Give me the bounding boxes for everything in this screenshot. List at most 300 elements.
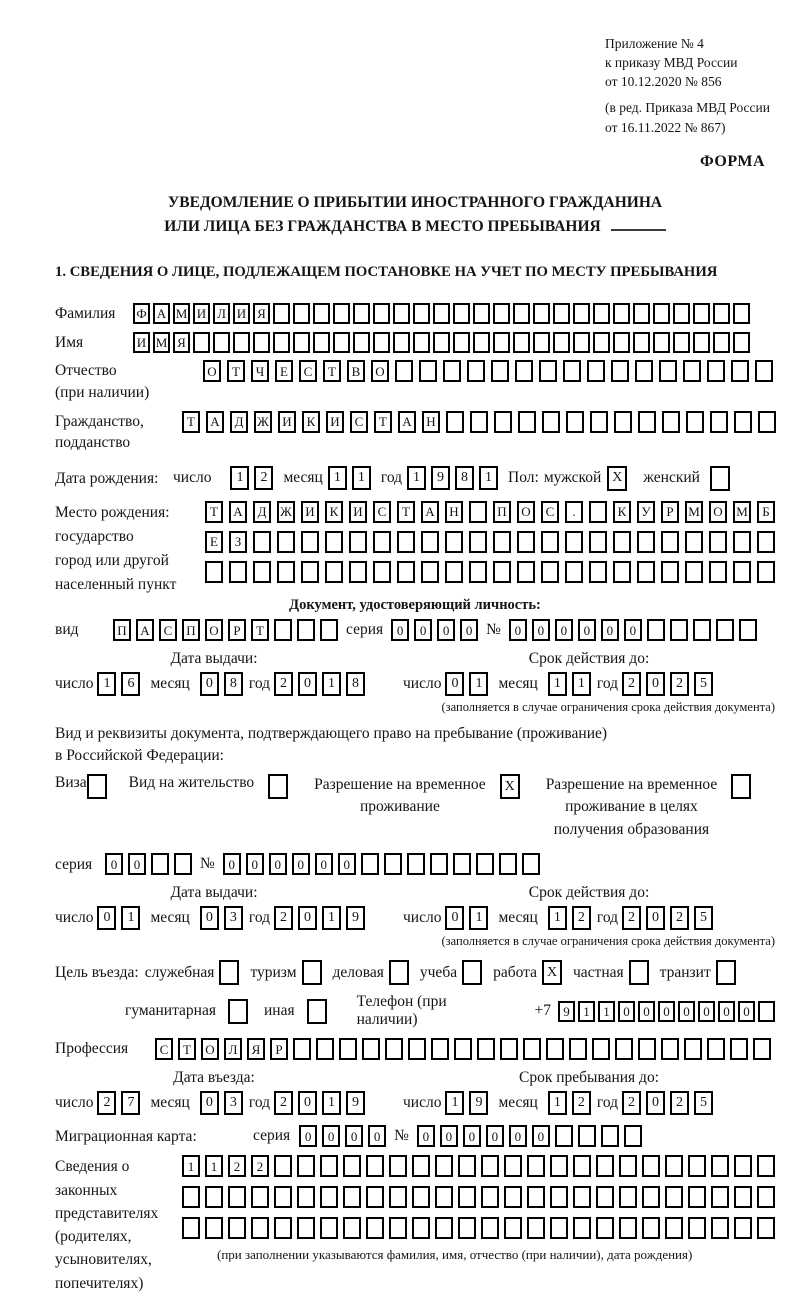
form-cell[interactable] <box>638 1038 656 1060</box>
form-cell[interactable] <box>619 1155 637 1177</box>
form-cell[interactable]: 0 <box>440 1125 458 1147</box>
form-cell[interactable]: 0 <box>509 619 527 641</box>
form-cell[interactable]: 1 <box>205 1155 223 1177</box>
form-cell[interactable]: 0 <box>601 619 619 641</box>
form-cell[interactable] <box>757 1186 775 1208</box>
form-cell[interactable] <box>366 1186 384 1208</box>
form-cell[interactable]: В <box>347 360 365 382</box>
form-cell[interactable]: Ч <box>251 360 269 382</box>
form-cell[interactable]: 9 <box>346 906 365 930</box>
form-cell[interactable] <box>713 332 730 353</box>
form-cell[interactable]: 2 <box>622 672 641 696</box>
form-cell[interactable] <box>615 1038 633 1060</box>
form-cell[interactable] <box>493 303 510 324</box>
purpose-tourism-checkbox[interactable] <box>302 960 322 985</box>
form-cell[interactable] <box>670 619 688 641</box>
form-cell[interactable] <box>493 531 511 553</box>
form-cell[interactable]: 1 <box>328 466 347 490</box>
form-cell[interactable]: 0 <box>658 1001 675 1022</box>
form-cell[interactable]: 1 <box>578 1001 595 1022</box>
form-cell[interactable] <box>435 1217 453 1239</box>
form-cell[interactable] <box>665 1155 683 1177</box>
form-cell[interactable] <box>253 332 270 353</box>
form-cell[interactable] <box>343 1186 361 1208</box>
form-cell[interactable]: Л <box>224 1038 242 1060</box>
form-cell[interactable]: 2 <box>622 906 641 930</box>
form-cell[interactable] <box>730 1038 748 1060</box>
form-cell[interactable] <box>757 1155 775 1177</box>
form-cell[interactable] <box>596 1217 614 1239</box>
form-cell[interactable] <box>757 531 775 553</box>
form-cell[interactable]: 0 <box>200 906 219 930</box>
purpose-study-checkbox[interactable] <box>462 960 482 985</box>
form-cell[interactable] <box>445 531 463 553</box>
form-cell[interactable] <box>709 531 727 553</box>
form-cell[interactable]: 6 <box>121 672 140 696</box>
form-cell[interactable]: 0 <box>463 1125 481 1147</box>
form-cell[interactable]: 0 <box>322 1125 340 1147</box>
form-cell[interactable]: 0 <box>578 619 596 641</box>
form-cell[interactable]: 5 <box>694 906 713 930</box>
form-cell[interactable] <box>362 1038 380 1060</box>
form-cell[interactable]: Т <box>178 1038 196 1060</box>
form-cell[interactable] <box>527 1217 545 1239</box>
form-cell[interactable] <box>393 303 410 324</box>
form-cell[interactable] <box>573 1186 591 1208</box>
form-cell[interactable]: З <box>229 531 247 553</box>
form-cell[interactable] <box>578 1125 596 1147</box>
form-cell[interactable]: 0 <box>738 1001 755 1022</box>
form-cell[interactable] <box>589 501 607 523</box>
form-cell[interactable]: 8 <box>224 672 243 696</box>
form-cell[interactable]: 2 <box>572 906 591 930</box>
form-cell[interactable] <box>573 332 590 353</box>
form-cell[interactable] <box>205 561 223 583</box>
form-cell[interactable] <box>297 1217 315 1239</box>
form-cell[interactable]: Ж <box>277 501 295 523</box>
form-cell[interactable] <box>373 303 390 324</box>
form-cell[interactable] <box>273 303 290 324</box>
form-cell[interactable] <box>253 561 271 583</box>
form-cell[interactable]: 1 <box>97 672 116 696</box>
form-cell[interactable] <box>757 1217 775 1239</box>
form-cell[interactable] <box>413 303 430 324</box>
form-cell[interactable]: 0 <box>624 619 642 641</box>
form-cell[interactable]: Н <box>422 411 440 433</box>
form-cell[interactable] <box>419 360 437 382</box>
form-cell[interactable]: М <box>685 501 703 523</box>
form-cell[interactable]: 1 <box>121 906 140 930</box>
form-cell[interactable]: Т <box>182 411 200 433</box>
form-cell[interactable]: 0 <box>417 1125 435 1147</box>
form-cell[interactable] <box>320 1155 338 1177</box>
form-cell[interactable]: 0 <box>298 906 317 930</box>
form-cell[interactable]: 3 <box>224 1091 243 1115</box>
form-cell[interactable] <box>573 1217 591 1239</box>
form-cell[interactable]: И <box>193 303 210 324</box>
form-cell[interactable] <box>446 411 464 433</box>
form-cell[interactable] <box>476 853 494 875</box>
form-cell[interactable] <box>454 1038 472 1060</box>
form-cell[interactable] <box>711 1186 729 1208</box>
form-cell[interactable]: С <box>541 501 559 523</box>
form-cell[interactable] <box>320 1186 338 1208</box>
form-cell[interactable]: А <box>206 411 224 433</box>
form-cell[interactable] <box>453 303 470 324</box>
form-cell[interactable]: 0 <box>200 672 219 696</box>
form-cell[interactable]: И <box>133 332 150 353</box>
form-cell[interactable] <box>566 411 584 433</box>
form-cell[interactable] <box>373 561 391 583</box>
form-cell[interactable]: 0 <box>269 853 287 875</box>
form-cell[interactable]: М <box>153 332 170 353</box>
form-cell[interactable] <box>592 1038 610 1060</box>
form-cell[interactable]: 0 <box>298 1091 317 1115</box>
form-cell[interactable] <box>614 411 632 433</box>
form-cell[interactable] <box>573 1155 591 1177</box>
form-cell[interactable] <box>500 1038 518 1060</box>
form-cell[interactable] <box>633 303 650 324</box>
form-cell[interactable] <box>659 360 677 382</box>
form-cell[interactable] <box>638 411 656 433</box>
form-cell[interactable] <box>539 360 557 382</box>
visa-checkbox[interactable] <box>87 774 107 799</box>
form-cell[interactable]: 1 <box>469 672 488 696</box>
form-cell[interactable] <box>707 360 725 382</box>
form-cell[interactable] <box>555 1125 573 1147</box>
purpose-business-checkbox[interactable] <box>389 960 409 985</box>
form-cell[interactable] <box>685 561 703 583</box>
form-cell[interactable]: 0 <box>698 1001 715 1022</box>
form-cell[interactable] <box>527 1186 545 1208</box>
form-cell[interactable]: Т <box>227 360 245 382</box>
form-cell[interactable]: Я <box>173 332 190 353</box>
form-cell[interactable] <box>373 531 391 553</box>
form-cell[interactable] <box>481 1155 499 1177</box>
form-cell[interactable] <box>301 531 319 553</box>
form-cell[interactable]: 9 <box>558 1001 575 1022</box>
form-cell[interactable]: Р <box>270 1038 288 1060</box>
form-cell[interactable]: 0 <box>223 853 241 875</box>
form-cell[interactable] <box>274 1217 292 1239</box>
purpose-private-checkbox[interactable] <box>629 960 649 985</box>
form-cell[interactable]: О <box>203 360 221 382</box>
form-cell[interactable] <box>297 1155 315 1177</box>
form-cell[interactable]: 0 <box>678 1001 695 1022</box>
form-cell[interactable]: Ж <box>254 411 272 433</box>
form-cell[interactable]: 0 <box>555 619 573 641</box>
form-cell[interactable] <box>642 1186 660 1208</box>
form-cell[interactable] <box>693 619 711 641</box>
form-cell[interactable]: 1 <box>469 906 488 930</box>
form-cell[interactable] <box>665 1186 683 1208</box>
form-cell[interactable] <box>277 531 295 553</box>
purpose-humanitarian-checkbox[interactable] <box>228 999 248 1024</box>
form-cell[interactable] <box>433 332 450 353</box>
form-cell[interactable]: К <box>325 501 343 523</box>
form-cell[interactable] <box>313 332 330 353</box>
form-cell[interactable]: 2 <box>274 1091 293 1115</box>
form-cell[interactable] <box>458 1155 476 1177</box>
form-cell[interactable] <box>481 1217 499 1239</box>
form-cell[interactable]: Я <box>253 303 270 324</box>
form-cell[interactable]: Т <box>251 619 269 641</box>
form-cell[interactable] <box>413 332 430 353</box>
form-cell[interactable] <box>709 561 727 583</box>
form-cell[interactable] <box>182 1217 200 1239</box>
form-cell[interactable] <box>458 1186 476 1208</box>
form-cell[interactable]: А <box>398 411 416 433</box>
form-cell[interactable] <box>684 1038 702 1060</box>
form-cell[interactable] <box>517 531 535 553</box>
form-cell[interactable]: 2 <box>254 466 273 490</box>
form-cell[interactable] <box>710 411 728 433</box>
form-cell[interactable]: 0 <box>460 619 478 641</box>
form-cell[interactable] <box>205 1217 223 1239</box>
form-cell[interactable]: 5 <box>694 672 713 696</box>
form-cell[interactable] <box>734 1217 752 1239</box>
form-cell[interactable] <box>739 619 757 641</box>
form-cell[interactable]: 2 <box>622 1091 641 1115</box>
form-cell[interactable] <box>499 853 517 875</box>
form-cell[interactable]: 0 <box>437 619 455 641</box>
form-cell[interactable] <box>731 360 749 382</box>
form-cell[interactable] <box>513 332 530 353</box>
form-cell[interactable] <box>504 1217 522 1239</box>
form-cell[interactable]: 0 <box>368 1125 386 1147</box>
form-cell[interactable] <box>553 303 570 324</box>
form-cell[interactable] <box>533 303 550 324</box>
form-cell[interactable] <box>596 1155 614 1177</box>
form-cell[interactable] <box>661 531 679 553</box>
form-cell[interactable] <box>613 561 631 583</box>
form-cell[interactable] <box>481 1186 499 1208</box>
form-cell[interactable] <box>433 303 450 324</box>
form-cell[interactable] <box>522 853 540 875</box>
form-cell[interactable]: С <box>350 411 368 433</box>
form-cell[interactable] <box>213 332 230 353</box>
form-cell[interactable] <box>274 1155 292 1177</box>
form-cell[interactable] <box>431 1038 449 1060</box>
form-cell[interactable] <box>613 332 630 353</box>
form-cell[interactable] <box>593 332 610 353</box>
form-cell[interactable] <box>733 303 750 324</box>
form-cell[interactable] <box>395 360 413 382</box>
form-cell[interactable] <box>174 853 192 875</box>
form-cell[interactable] <box>589 531 607 553</box>
form-cell[interactable] <box>458 1217 476 1239</box>
form-cell[interactable] <box>491 360 509 382</box>
form-cell[interactable] <box>316 1038 334 1060</box>
form-cell[interactable]: С <box>159 619 177 641</box>
form-cell[interactable]: М <box>173 303 190 324</box>
form-cell[interactable]: П <box>493 501 511 523</box>
form-cell[interactable]: 1 <box>479 466 498 490</box>
form-cell[interactable] <box>353 303 370 324</box>
form-cell[interactable] <box>619 1217 637 1239</box>
form-cell[interactable] <box>343 1217 361 1239</box>
form-cell[interactable] <box>685 531 703 553</box>
form-cell[interactable]: С <box>299 360 317 382</box>
form-cell[interactable]: 2 <box>572 1091 591 1115</box>
form-cell[interactable] <box>493 332 510 353</box>
form-cell[interactable] <box>504 1155 522 1177</box>
form-cell[interactable] <box>563 360 581 382</box>
residence-permit-checkbox[interactable] <box>268 774 288 799</box>
form-cell[interactable]: 0 <box>638 1001 655 1022</box>
form-cell[interactable] <box>569 1038 587 1060</box>
temp-residence-checkbox[interactable]: X <box>500 774 520 799</box>
form-cell[interactable] <box>662 411 680 433</box>
form-cell[interactable] <box>361 853 379 875</box>
purpose-official-checkbox[interactable] <box>219 960 239 985</box>
form-cell[interactable] <box>297 1186 315 1208</box>
form-cell[interactable]: Д <box>230 411 248 433</box>
form-cell[interactable] <box>533 332 550 353</box>
form-cell[interactable]: О <box>371 360 389 382</box>
form-cell[interactable] <box>397 531 415 553</box>
form-cell[interactable] <box>333 303 350 324</box>
form-cell[interactable] <box>228 1186 246 1208</box>
form-cell[interactable]: О <box>201 1038 219 1060</box>
form-cell[interactable] <box>293 332 310 353</box>
form-cell[interactable] <box>637 561 655 583</box>
form-cell[interactable] <box>313 303 330 324</box>
form-cell[interactable] <box>384 853 402 875</box>
form-cell[interactable] <box>421 561 439 583</box>
form-cell[interactable]: И <box>278 411 296 433</box>
form-cell[interactable] <box>353 332 370 353</box>
form-cell[interactable]: 0 <box>128 853 146 875</box>
form-cell[interactable] <box>182 1186 200 1208</box>
form-cell[interactable] <box>251 1217 269 1239</box>
form-cell[interactable] <box>477 1038 495 1060</box>
form-cell[interactable] <box>734 411 752 433</box>
form-cell[interactable]: 0 <box>646 1091 665 1115</box>
form-cell[interactable] <box>253 531 271 553</box>
form-cell[interactable] <box>366 1155 384 1177</box>
form-cell[interactable] <box>673 332 690 353</box>
form-cell[interactable] <box>642 1155 660 1177</box>
form-cell[interactable] <box>550 1217 568 1239</box>
form-cell[interactable] <box>469 501 487 523</box>
form-cell[interactable]: О <box>517 501 535 523</box>
form-cell[interactable]: А <box>136 619 154 641</box>
form-cell[interactable] <box>573 303 590 324</box>
form-cell[interactable] <box>647 619 665 641</box>
form-cell[interactable] <box>293 1038 311 1060</box>
form-cell[interactable] <box>590 411 608 433</box>
form-cell[interactable]: 2 <box>251 1155 269 1177</box>
form-cell[interactable] <box>613 303 630 324</box>
form-cell[interactable] <box>229 561 247 583</box>
form-cell[interactable] <box>601 1125 619 1147</box>
form-cell[interactable] <box>470 411 488 433</box>
form-cell[interactable]: 0 <box>299 1125 317 1147</box>
form-cell[interactable]: 0 <box>532 1125 550 1147</box>
form-cell[interactable] <box>513 303 530 324</box>
form-cell[interactable]: А <box>229 501 247 523</box>
form-cell[interactable] <box>435 1155 453 1177</box>
form-cell[interactable]: И <box>326 411 344 433</box>
form-cell[interactable] <box>430 853 448 875</box>
form-cell[interactable] <box>565 531 583 553</box>
form-cell[interactable] <box>686 411 704 433</box>
form-cell[interactable]: 0 <box>718 1001 735 1022</box>
form-cell[interactable]: О <box>205 619 223 641</box>
form-cell[interactable] <box>251 1186 269 1208</box>
purpose-work-checkbox[interactable]: X <box>542 960 562 985</box>
form-cell[interactable]: 8 <box>455 466 474 490</box>
form-cell[interactable] <box>693 303 710 324</box>
form-cell[interactable]: С <box>373 501 391 523</box>
form-cell[interactable] <box>733 531 751 553</box>
form-cell[interactable]: И <box>301 501 319 523</box>
form-cell[interactable]: 9 <box>469 1091 488 1115</box>
form-cell[interactable]: К <box>302 411 320 433</box>
form-cell[interactable]: О <box>709 501 727 523</box>
form-cell[interactable] <box>665 1217 683 1239</box>
form-cell[interactable] <box>407 853 425 875</box>
form-cell[interactable]: 0 <box>345 1125 363 1147</box>
form-cell[interactable] <box>653 303 670 324</box>
form-cell[interactable] <box>151 853 169 875</box>
form-cell[interactable] <box>273 332 290 353</box>
form-cell[interactable]: 8 <box>346 672 365 696</box>
form-cell[interactable]: Я <box>247 1038 265 1060</box>
form-cell[interactable] <box>546 1038 564 1060</box>
form-cell[interactable] <box>542 411 560 433</box>
form-cell[interactable] <box>550 1155 568 1177</box>
form-cell[interactable] <box>421 531 439 553</box>
form-cell[interactable]: 1 <box>548 672 567 696</box>
form-cell[interactable] <box>553 332 570 353</box>
form-cell[interactable]: 2 <box>670 1091 689 1115</box>
form-cell[interactable]: 0 <box>486 1125 504 1147</box>
form-cell[interactable] <box>541 531 559 553</box>
form-cell[interactable] <box>412 1186 430 1208</box>
form-cell[interactable] <box>711 1217 729 1239</box>
form-cell[interactable] <box>320 619 338 641</box>
form-cell[interactable] <box>349 561 367 583</box>
form-cell[interactable]: Т <box>374 411 392 433</box>
form-cell[interactable] <box>637 531 655 553</box>
form-cell[interactable] <box>325 531 343 553</box>
form-cell[interactable] <box>642 1217 660 1239</box>
form-cell[interactable]: 2 <box>97 1091 116 1115</box>
form-cell[interactable]: П <box>182 619 200 641</box>
form-cell[interactable] <box>733 561 751 583</box>
form-cell[interactable]: И <box>349 501 367 523</box>
form-cell[interactable]: 1 <box>445 1091 464 1115</box>
form-cell[interactable] <box>435 1186 453 1208</box>
form-cell[interactable]: 0 <box>646 906 665 930</box>
form-cell[interactable] <box>550 1186 568 1208</box>
form-cell[interactable] <box>619 1186 637 1208</box>
form-cell[interactable] <box>205 1186 223 1208</box>
form-cell[interactable]: 7 <box>121 1091 140 1115</box>
form-cell[interactable]: 0 <box>509 1125 527 1147</box>
form-cell[interactable] <box>297 619 315 641</box>
form-cell[interactable] <box>469 561 487 583</box>
form-cell[interactable] <box>445 561 463 583</box>
form-cell[interactable]: А <box>153 303 170 324</box>
form-cell[interactable]: 0 <box>105 853 123 875</box>
form-cell[interactable] <box>593 303 610 324</box>
form-cell[interactable]: . <box>565 501 583 523</box>
form-cell[interactable] <box>755 360 773 382</box>
form-cell[interactable] <box>228 1217 246 1239</box>
